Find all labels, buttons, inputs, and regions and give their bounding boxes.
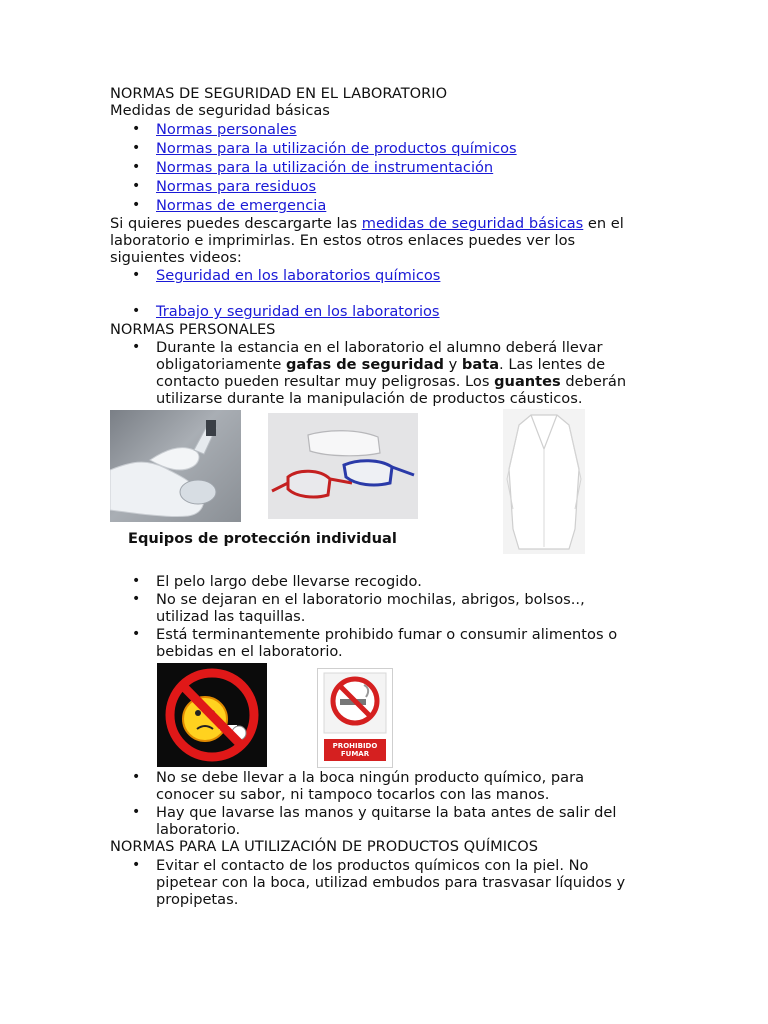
section-heading-chemicals: NORMAS PARA LA UTILIZACIÓN DE PRODUCTOS QUÍMICOS bbox=[110, 838, 538, 855]
section-heading-personal: NORMAS PERSONALES bbox=[110, 321, 276, 338]
personal-item-3-line-1: No se dejaran en el laboratorio mochilas, abrigos, bolsos.., bbox=[156, 591, 585, 608]
personal-item-4-line-1: Está terminantemente prohibido fumar o consumir alimentos o bbox=[156, 626, 618, 643]
ppe-caption: Equipos de protección individual bbox=[128, 530, 397, 547]
intro-line-1: Si quieres puedes descargarte las medidas de seguridad básicas en el bbox=[110, 215, 624, 232]
bullet: • bbox=[132, 804, 141, 820]
bullet: • bbox=[132, 769, 141, 785]
personal-item-6-line-1: Hay que lavarse las manos y quitarse la bata antes de salir del bbox=[156, 804, 617, 821]
bullet: • bbox=[132, 591, 141, 607]
lab-coat-photo bbox=[503, 409, 585, 554]
bullet: • bbox=[132, 197, 141, 213]
no-smoking-cartoon bbox=[157, 663, 267, 767]
bullet: • bbox=[132, 267, 141, 283]
page-subtitle: Medidas de seguridad básicas bbox=[110, 102, 330, 119]
video-link-1[interactable]: Seguridad en los laboratorios químicos bbox=[156, 267, 441, 284]
chem-item-1-line-3: propipetas. bbox=[156, 891, 239, 908]
toc-link-3[interactable]: Normas para la utilización de instrumentación bbox=[156, 159, 494, 176]
bullet: • bbox=[132, 121, 141, 137]
toc-link-1[interactable]: Normas personales bbox=[156, 121, 297, 138]
personal-item-6-line-2: laboratorio. bbox=[156, 821, 241, 838]
intro-line-2: laboratorio e imprimirlas. En estos otros enlaces puedes ver los bbox=[110, 232, 576, 249]
goggles-photo bbox=[268, 413, 418, 519]
bullet: • bbox=[132, 303, 141, 319]
personal-item-1-line-4: utilizarse durante la manipulación de productos cáusticos. bbox=[156, 390, 583, 407]
sign-label: PROHIBIDO FUMAR bbox=[324, 739, 386, 761]
bullet: • bbox=[132, 626, 141, 642]
chem-item-1-line-2: pipetear con la boca, utilizad embudos para trasvasar líquidos y bbox=[156, 874, 626, 891]
bullet: • bbox=[132, 178, 141, 194]
chem-item-1-line-1: Evitar el contacto de los productos químicos con la piel. No bbox=[156, 857, 589, 874]
personal-item-1-line-1: Durante la estancia en el laboratorio el alumno deberá llevar bbox=[156, 339, 603, 356]
intro-line-3: siguientes videos: bbox=[110, 249, 242, 266]
bullet: • bbox=[132, 339, 141, 355]
toc-link-2[interactable]: Normas para la utilización de productos químicos bbox=[156, 140, 517, 157]
personal-item-5-line-2: conocer su sabor, ni tampoco tocarlos con las manos. bbox=[156, 786, 550, 803]
personal-item-1-line-3: contacto pueden resultar muy peligrosas. Los guantes deberán bbox=[156, 373, 627, 390]
bullet: • bbox=[132, 159, 141, 175]
bullet: • bbox=[132, 573, 141, 589]
personal-item-1-line-2: obligatoriamente gafas de seguridad y bata. Las lentes de bbox=[156, 356, 606, 373]
personal-item-3-line-2: utilizad las taquillas. bbox=[156, 608, 306, 625]
prohibited-smoking-sign bbox=[317, 668, 393, 768]
download-link[interactable]: medidas de seguridad básicas bbox=[361, 215, 584, 232]
toc-link-4[interactable]: Normas para residuos bbox=[156, 178, 317, 195]
page-title: NORMAS DE SEGURIDAD EN EL LABORATORIO bbox=[110, 85, 448, 102]
gloves-photo bbox=[110, 410, 241, 522]
personal-item-2-line-1: El pelo largo debe llevarse recogido. bbox=[156, 573, 422, 590]
bullet: • bbox=[132, 857, 141, 873]
bullet: • bbox=[132, 140, 141, 156]
personal-item-5-line-1: No se debe llevar a la boca ningún producto químico, para bbox=[156, 769, 585, 786]
video-link-2[interactable]: Trabajo y seguridad en los laboratorios bbox=[156, 303, 440, 320]
personal-item-4-line-2: bebidas en el laboratorio. bbox=[156, 643, 343, 660]
toc-link-5[interactable]: Normas de emergencia bbox=[156, 197, 327, 214]
